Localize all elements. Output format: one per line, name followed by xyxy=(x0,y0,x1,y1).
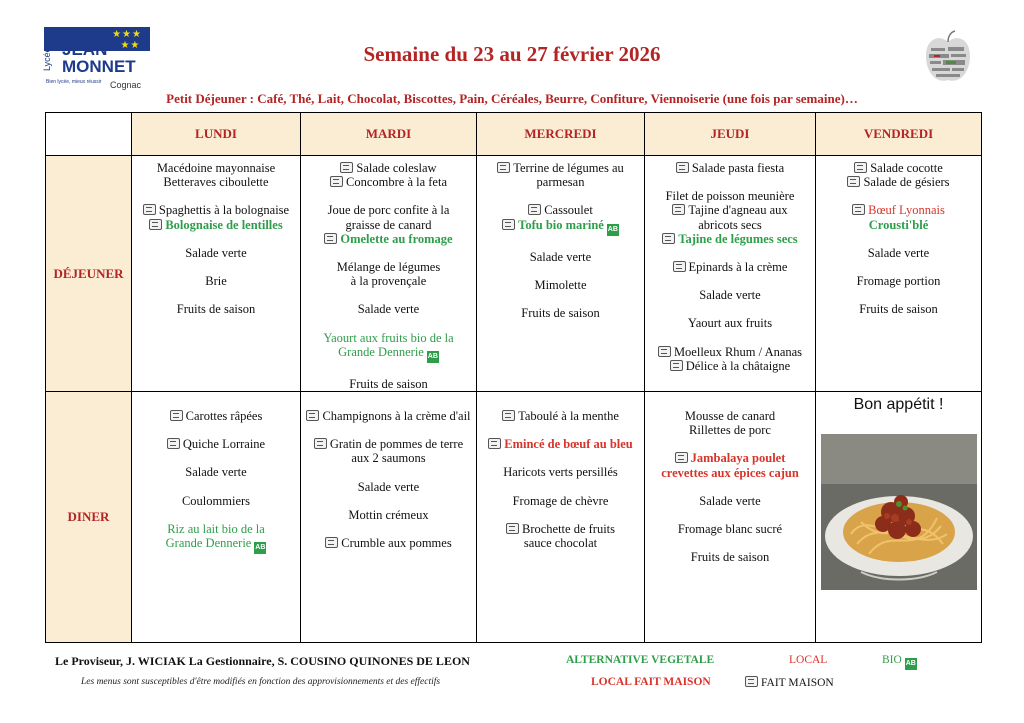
menu-item: Spaghettis à la bolognaise xyxy=(132,203,300,217)
menu-item: Omelette au fromage xyxy=(301,232,476,246)
lunch-row xyxy=(46,156,982,392)
lunch-mardi xyxy=(301,156,477,392)
fait-maison-icon xyxy=(670,360,683,371)
lunch-jeudi xyxy=(645,156,816,392)
day-header: LUNDI xyxy=(132,113,301,156)
menu-item: Quiche Lorraine xyxy=(132,437,300,451)
fait-maison-icon xyxy=(170,410,183,421)
menu-item: Gratin de pommes de terre xyxy=(301,437,476,451)
dinner-vendredi xyxy=(816,392,982,643)
menu-item: aux 2 saumons xyxy=(351,451,426,466)
breakfast-line: Petit Déjeuner : Café, Thé, Lait, Chocolat, Biscottes, Pain, Céréales, Beurre, Confiture, Viennoiserie (une fois par semaine)… xyxy=(166,91,858,106)
bio-label-icon: AB xyxy=(905,658,917,670)
fait-maison-icon xyxy=(675,452,688,463)
menu-item: Fruits de saison xyxy=(349,376,428,391)
menu-item: Coulommiers xyxy=(181,493,251,508)
fait-maison-icon xyxy=(676,162,689,173)
menu-item: Crousti'blé xyxy=(868,217,929,232)
menu-item: Salade de gésiers xyxy=(816,175,981,189)
fait-maison-icon xyxy=(324,233,337,244)
day-header: JEUDI xyxy=(645,113,816,156)
menu-item: Jambalaya poulet xyxy=(645,451,815,465)
disclaimer-note: Les menus sont susceptibles d'être modifiés en fonction des approvisionnements et des effectifs xyxy=(81,677,441,687)
fait-maison-icon xyxy=(662,233,675,244)
menu-item: Rillettes de porc xyxy=(689,423,771,438)
menu-item: à la provençale xyxy=(350,274,427,289)
menu-item: Salade verte xyxy=(357,479,420,494)
bio-label-icon: AB xyxy=(254,542,266,554)
menu-item: Champignons à la crème d'ail xyxy=(301,409,476,423)
menu-item: Grande Dennerie AB xyxy=(301,345,476,363)
legend-fait-maison: FAIT MAISON xyxy=(745,676,834,689)
legend-local-fait-maison: LOCAL FAIT MAISON xyxy=(591,676,711,688)
menu-item: parmesan xyxy=(536,175,585,190)
menu-item: Epinards à la crème xyxy=(645,260,815,274)
fait-maison-icon xyxy=(852,204,865,215)
menu-item: Salade verte xyxy=(185,465,247,480)
menu-item: Fruits de saison xyxy=(859,302,938,317)
menu-item: Fruits de saison xyxy=(176,302,256,317)
lunch-lundi xyxy=(132,156,301,392)
fait-maison-icon xyxy=(143,204,156,215)
menu-item: Brie xyxy=(205,274,227,289)
lunch-vendredi xyxy=(816,156,982,392)
menu-item: Mottin crémeux xyxy=(348,507,429,522)
menu-item: Betteraves ciboulette xyxy=(163,175,269,190)
days-header-row xyxy=(46,113,982,156)
bon-appetit-text: Bon appétit ! xyxy=(853,396,944,414)
menu-item: Emincé de bœuf au bleu xyxy=(477,437,644,451)
menu-item: Grande Dennerie AB xyxy=(132,536,300,554)
day-header: MERCREDI xyxy=(477,113,645,156)
logo-line1: JEAN xyxy=(62,40,108,59)
fait-maison-icon xyxy=(497,162,510,173)
menu-item: Joue de porc confite à la xyxy=(327,203,450,218)
fait-maison-icon xyxy=(488,438,501,449)
menu-item: Salade pasta fiesta xyxy=(645,161,815,175)
logo-side-text: Lycée xyxy=(42,47,52,71)
fait-maison-icon xyxy=(167,438,180,449)
dinner-mercredi xyxy=(477,392,645,643)
lunch-mercredi xyxy=(477,156,645,392)
fait-maison-icon xyxy=(340,162,353,173)
menu-item: Terrine de légumes au xyxy=(477,161,644,175)
day-header: MARDI xyxy=(301,113,477,156)
menu-item: Taboulé à la menthe xyxy=(477,409,644,423)
menu-item: Salade verte xyxy=(529,249,592,264)
fait-maison-icon xyxy=(330,176,343,187)
menu-item: Mélange de légumes xyxy=(336,260,441,275)
page-title: Semaine du 23 au 27 février 2026 xyxy=(363,42,661,66)
logo-line2: MONNET xyxy=(62,57,136,76)
legend-alternative-vegetale: ALTERNATIVE VEGETALE xyxy=(566,654,715,666)
menu-item: Yaourt aux fruits xyxy=(687,316,773,331)
menu-item: Bœuf Lyonnais xyxy=(816,203,981,217)
fait-maison-icon xyxy=(528,204,541,215)
fait-maison-icon xyxy=(502,219,515,230)
fait-maison-icon xyxy=(506,523,519,534)
menu-item: Riz au lait bio de la xyxy=(167,521,265,536)
menu-item: Carottes râpées xyxy=(132,409,300,423)
fait-maison-icon xyxy=(306,410,319,421)
fait-maison-icon xyxy=(314,438,327,449)
menu-item: Haricots verts persillés xyxy=(503,465,618,480)
menu-item: Salade verte xyxy=(185,245,247,260)
dinner-mardi xyxy=(301,392,477,643)
fait-maison-icon xyxy=(658,346,671,357)
menu-item: Salade verte xyxy=(699,288,761,303)
weekly-menu-table xyxy=(45,112,982,643)
menu-item: Cassoulet xyxy=(477,203,644,217)
fait-maison-icon xyxy=(854,162,867,173)
menu-item: Fromage portion xyxy=(856,274,941,289)
fait-maison-icon xyxy=(325,537,338,548)
menu-item: Macédoine mayonnaise xyxy=(156,161,276,175)
dinner-row xyxy=(46,392,982,643)
menu-item: Fruits de saison xyxy=(690,550,770,565)
spaghetti-bolognese-image xyxy=(821,434,977,590)
logo-city: Cognac xyxy=(110,80,142,90)
menu-item: Tajine d'agneau aux xyxy=(645,203,815,217)
legend-local: LOCAL xyxy=(789,654,828,666)
menu-item: Crumble aux pommes xyxy=(301,536,476,550)
fait-maison-icon xyxy=(847,176,860,187)
menu-item: Filet de poisson meunière xyxy=(665,189,795,204)
logo-stars-icon: ★★★ ★★ xyxy=(112,29,142,51)
menu-item: Brochette de fruits xyxy=(477,522,644,536)
menu-item: Salade cocotte xyxy=(816,161,981,175)
menu-item: Tofu bio mariné AB xyxy=(477,218,644,236)
lunch-row-label: DÉJEUNER xyxy=(46,156,132,392)
menu-item: crevettes aux épices cajun xyxy=(661,465,799,480)
menu-item: Fruits de saison xyxy=(521,306,600,321)
menu-item: Concombre à la feta xyxy=(301,175,476,189)
fait-maison-icon xyxy=(149,219,162,230)
menu-item: Mousse de canard xyxy=(684,409,776,424)
bio-label-icon: AB xyxy=(607,224,619,236)
corner-cell xyxy=(46,113,132,156)
dinner-row-label: DINER xyxy=(46,392,132,643)
menu-item: abricots secs xyxy=(698,217,762,232)
menu-item: Salade verte xyxy=(357,302,420,317)
menu-item: Salade verte xyxy=(699,493,761,508)
fait-maison-icon xyxy=(745,676,758,687)
legend-bio: BIO AB xyxy=(882,654,917,670)
dinner-lundi xyxy=(132,392,301,643)
menu-item: Délice à la châtaigne xyxy=(645,359,815,373)
menu-item: Fromage blanc sucré xyxy=(677,522,783,537)
menu-item: sauce chocolat xyxy=(523,536,598,551)
menu-item: Salade coleslaw xyxy=(301,161,476,175)
dinner-jeudi xyxy=(645,392,816,643)
signatures: Le Proviseur, J. WICIAK La Gestionnaire, S. COUSINO QUINONES DE LEON xyxy=(55,654,470,668)
fait-maison-icon xyxy=(502,410,515,421)
menu-item: Tajine de légumes secs xyxy=(645,232,815,246)
menu-item: Fromage de chèvre xyxy=(512,493,609,508)
day-header: VENDREDI xyxy=(816,113,982,156)
menu-item: Bolognaise de lentilles xyxy=(132,218,300,232)
logo-tagline: Bien lycée, mieux réussir xyxy=(46,79,102,85)
menu-item: Mimolette xyxy=(534,277,587,292)
bio-label-icon: AB xyxy=(427,351,439,363)
menu-item: graisse de canard xyxy=(345,217,432,232)
menu-item: Salade verte xyxy=(867,245,930,260)
menu-item: Yaourt aux fruits bio de la xyxy=(323,330,454,345)
fait-maison-icon xyxy=(672,204,685,215)
menu-item: Moelleux Rhum / Ananas xyxy=(645,345,815,359)
fait-maison-icon xyxy=(673,261,686,272)
